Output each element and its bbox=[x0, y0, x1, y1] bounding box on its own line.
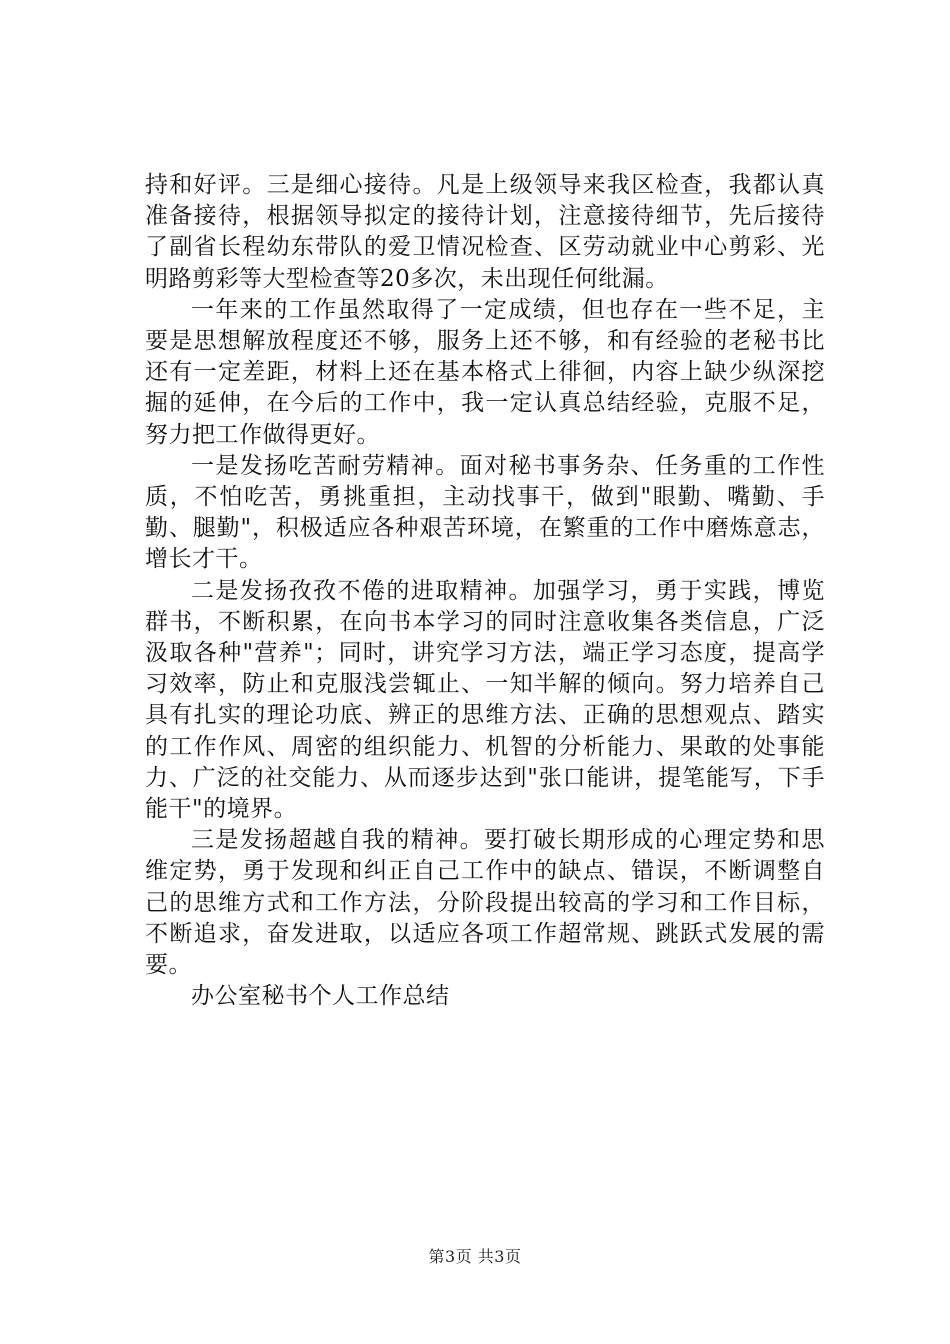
paragraph-enterprising-spirit: 二是发扬孜孜不倦的进取精神。加强学习，勇于实践，博览群书，不断积累，在向书本学习的同时注意收集各类信息，广泛汲取各种"营养"；同时，讲究学习方法，端正学习态度，提高学习效率，防止和克服浅尝辄止、一知半解的倾向。努力培养自己具有扎实的理论功底、辨正的思维方法、正确的思想观点、踏实的工作作风、周密的组织能力、机智的分析能力、果敢的处事能力、广泛的社交能力、从而逐步达到"张口能讲，提笔能写，下手能干"的境界。 bbox=[145, 577, 825, 823]
page-number-footer: 第3页 共3页 bbox=[428, 1247, 522, 1266]
paragraph-hardworking-spirit: 一是发扬吃苦耐劳精神。面对秘书事务杂、任务重的工作性质，不怕吃苦，勇挑重担，主动找事干，做到"眼勤、嘴勤、手勤、腿勤"，积极适应各种艰苦环境，在繁重的工作中磨炼意志，增长才干。 bbox=[145, 452, 825, 573]
paragraph-self-transcending-spirit: 三是发扬超越自我的精神。要打破长期形成的心理定势和思维定势，勇于发现和纠正自己工作中的缺点、错误，不断调整自己的思维方式和工作方法，分阶段提出较高的学习和工作目标，不断追求，奋发进取，以适应各项工作超常规、跳跃式发展的需要。 bbox=[145, 827, 825, 979]
paragraph-closing-title: 办公室秘书个人工作总结 bbox=[191, 983, 450, 1010]
paragraph-shortcomings: 一年来的工作虽然取得了一定成绩，但也存在一些不足，主要是思想解放程度还不够，服务上还不够，和有经验的老秘书比还有一定差距，材料上还在基本格式上徘徊，内容上缺少纵深挖掘的延伸，在今后的工作中，我一定认真总结经验，克服不足，努力把工作做得更好。 bbox=[145, 296, 825, 448]
document-body bbox=[145, 170, 825, 1012]
paragraph-reception: 持和好评。三是细心接待。凡是上级领导来我区检查，我都认真准备接待，根据领导拟定的接待计划，注意接待细节，先后接待了副省长程幼东带队的爱卫情况检查、区劳动就业中心剪彩、光明路剪彩等大型检查等20多次，未出现任何纰漏。 bbox=[145, 172, 825, 292]
